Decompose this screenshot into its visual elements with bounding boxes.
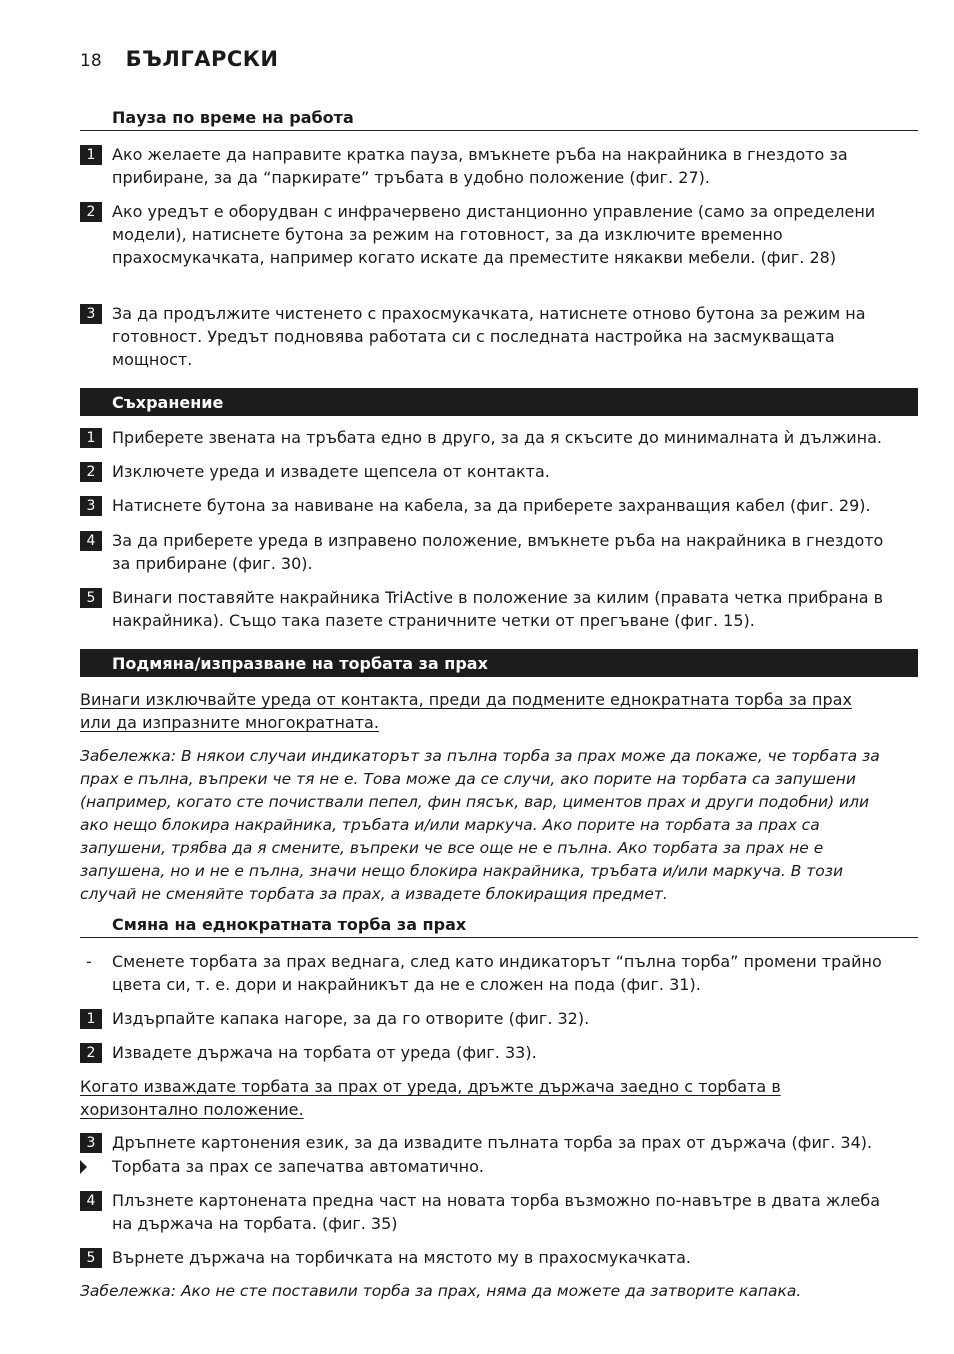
step-number: 4	[80, 1191, 102, 1211]
step-text: Ако уредът е оборудван с инфрачервено дистанционно управление (само за определени модели), натиснете бутона за режим на готовност, за да изключите временно прахосмукачката, например когато искате да преместите някакви мебели. (фиг. 28)	[112, 202, 876, 267]
warning-text: Когато изваждате торбата за прах от уреда, дръжте държача заедно с торбата в хоризонтално положение.	[80, 1077, 781, 1119]
step-text: Ако желаете да направите кратка пауза, вмъкнете ръба на накрайника в гнездото за прибиране, за да “паркирате” тръбата в удобно положение (фиг. 27).	[112, 145, 848, 187]
disposable-step-1	[80, 1007, 886, 1030]
storage-step-5	[80, 586, 886, 632]
dash-mark: -	[86, 952, 92, 971]
language-title: БЪЛГАРСКИ	[125, 47, 279, 71]
disposable-step-3	[80, 1131, 886, 1154]
step-number: 3	[80, 496, 102, 516]
storage-step-4	[80, 529, 886, 575]
step-number: 3	[80, 304, 102, 324]
step-number: 5	[80, 1248, 102, 1268]
step-number: 2	[80, 462, 102, 482]
step-text: Върнете държача на торбичката на мястото му в прахосмукачката.	[112, 1248, 691, 1267]
step-number: 1	[80, 428, 102, 448]
storage-step-3	[80, 494, 886, 517]
page-number: 18	[80, 51, 102, 71]
disposable-step-5	[80, 1246, 886, 1269]
pause-step-2	[80, 200, 886, 269]
section-title-pause: Пауза по време на работа	[80, 108, 918, 131]
step-text: Винаги поставяйте накрайника TriActive в положение за килим (правата четка прибрана в накрайника). Също така пазете страничните четки от прегъване (фиг. 15).	[112, 588, 884, 630]
step-text: Изключете уреда и извадете щепсела от контакта.	[112, 462, 550, 481]
disposable-step-4	[80, 1189, 886, 1235]
step-text: Издърпайте капака нагоре, за да го отворите (фиг. 32).	[112, 1009, 590, 1028]
step-text: Натиснете бутона за навиване на кабела, за да приберете захранващия кабел (фиг. 29).	[112, 496, 871, 515]
section-title-replace-bag: Подмяна/изпразване на торбата за прах	[80, 649, 918, 677]
step-number: 4	[80, 531, 102, 551]
step-text: Извадете държача на торбата от уреда (фиг. 33).	[112, 1043, 537, 1062]
storage-step-2	[80, 460, 886, 483]
step-number: 5	[80, 588, 102, 608]
section-title-disposable-bag: Смяна на еднократната торба за прах	[80, 915, 918, 938]
dash-item	[80, 950, 886, 996]
result-arrow-icon	[80, 1155, 112, 1180]
step-text: Плъзнете картонената предна част на новата торба възможно по-навътре в двата жлеба на държача на торбата. (фиг. 35)	[112, 1191, 881, 1233]
step-number: 3	[80, 1133, 102, 1153]
step-text: За да продължите чистенето с прахосмукачката, натиснете отново бутона за режим на готовност. Уредът подновява работата си с последната настройка на засмукващата мощност.	[112, 304, 866, 369]
step-number: 2	[80, 1043, 102, 1063]
dash-text: Сменете торбата за прах веднага, след като индикаторът “пълна торба” промени трайно цвета си, т. е. дори и накрайникът да не е сложен на пода (фиг. 31).	[112, 952, 882, 994]
page-header	[80, 47, 279, 71]
step-text: Дръпнете картонения език, за да извадите пълната торба за прах от държача (фиг. 34).	[112, 1133, 873, 1152]
step-text: За да приберете уреда в изправено положение, вмъкнете ръба на накрайника в гнездото за прибиране (фиг. 30).	[112, 531, 884, 573]
step-number: 1	[80, 145, 102, 165]
storage-step-1	[80, 426, 886, 449]
warning-text: Винаги изключвайте уреда от контакта, преди да подмените еднократната торба за прах или да изпразните многократната.	[80, 690, 852, 732]
pause-step-1	[80, 143, 886, 189]
disposable-step-2	[80, 1041, 886, 1064]
warning-hold-horizontal	[80, 1075, 800, 1121]
pause-step-3	[80, 302, 886, 371]
step-number: 1	[80, 1009, 102, 1029]
note-no-bag: Забележка: Ако не сте поставили торба за прах, няма да можете да затворите капака.	[80, 1282, 802, 1300]
step-text: Приберете звената на тръбата едно в друго, за да я скъсите до минималната ѝ дължина.	[112, 428, 882, 447]
step-number: 2	[80, 202, 102, 222]
result-text: Торбата за прах се запечатва автоматично.	[112, 1157, 484, 1176]
section-title-storage: Съхранение	[80, 388, 918, 416]
note-full-bag-indicator: Забележка: В някои случаи индикаторът за пълна торба за прах може да покаже, че торбата за прах е пълна, въпреки че тя не е. Това може да се случи, ако порите на торбата са запушени (например, когато сте почиствали пепел, фин пясък, вар, циментов прах и други подобни) или ако нещо блокира накрайника, тръбата и/или маркуча. Ако порите на торбата за прах са запушени, трябва да я смените, въпреки че все още не е пълна. Ако торбата за прах не е запушена, но и не е пълна, значи нещо блокира накрайника, тръбата и/или маркуча. В този случай не сменяйте торбата за прах, а извадете блокиращия предмет.	[80, 747, 880, 903]
result-item	[80, 1155, 886, 1180]
warning-unplug	[80, 688, 886, 734]
